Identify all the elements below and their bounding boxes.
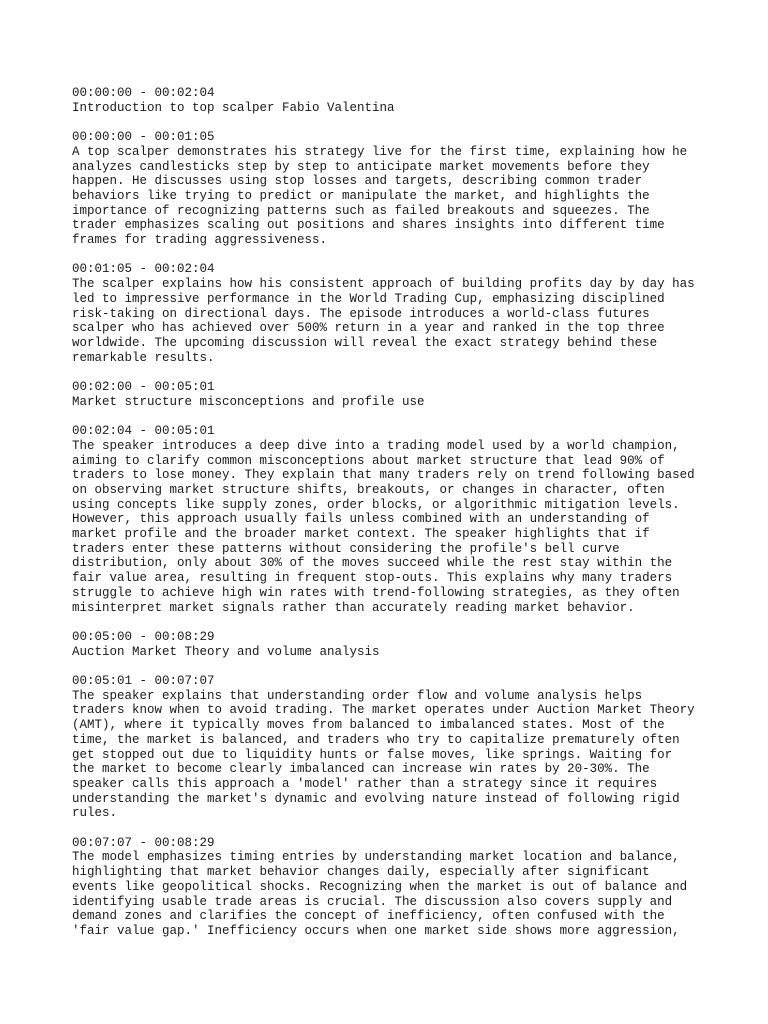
transcript-text-line: identifying usable trade areas is crucial. The discussion also covers supply and	[72, 894, 673, 909]
transcript-text-line: behaviors like trying to predict or manipulate the market, and highlights the	[72, 188, 650, 203]
transcript-text-line: understanding the market's dynamic and evolving nature instead of following rigid	[72, 791, 680, 806]
timestamp-range: 00:05:01 - 00:07:07	[72, 674, 215, 689]
timestamp-range: 00:00:00 - 00:02:04	[72, 86, 215, 100]
transcript-text-line: distribution, only about 30% of the moves succeed while the rest stay within the	[72, 556, 673, 571]
transcript-text-line: happen. He discusses using stop losses and targets, describing common trader	[72, 174, 643, 189]
transcript-text-line: The speaker introduces a deep dive into a trading model used by a world champion,	[72, 438, 680, 453]
transcript-text-line: traders enter these patterns without considering the profile's bell curve	[72, 541, 620, 556]
transcript-text-line: risk-taking on directional days. The episode introduces a world-class futures	[72, 306, 650, 321]
transcript-text-line: 'fair value gap.' Inefficiency occurs when one market side shows more aggression,	[72, 923, 680, 938]
transcript-text-line: led to impressive performance in the World Trading Cup, emphasizing disciplined	[72, 291, 665, 306]
transcript-text-line: The model emphasizes timing entries by understanding market location and balance,	[72, 850, 680, 865]
transcript-text-line: aiming to clarify common misconceptions about market structure that lead 90% of	[72, 453, 665, 468]
transcript-block	[72, 380, 712, 409]
transcript-text-line: get stopped out due to liquidity hunts or false moves, like springs. Waiting for	[72, 747, 673, 762]
transcript-text-line: the market to become clearly imbalanced can increase win rates by 20-30%. The	[72, 762, 650, 777]
transcript-text-line: fair value area, resulting in frequent stop-outs. This explains why many traders	[72, 571, 673, 586]
transcript-block	[72, 262, 712, 365]
transcript-text-line: (AMT), where it typically moves from balanced to imbalanced states. Most of the	[72, 718, 665, 733]
timestamp-range: 00:02:00 - 00:05:01	[72, 380, 215, 395]
transcript-text-line: struggle to achieve high win rates with trend-following strategies, as they often	[72, 585, 680, 600]
transcript-text-line: importance of recognizing patterns such as failed breakouts and squeezes. The	[72, 203, 650, 218]
timestamp-range: 00:07:07 - 00:08:29	[72, 835, 215, 850]
transcript-text-line: market profile and the broader market context. The speaker highlights that if	[72, 527, 650, 542]
transcript-text-line: speaker calls this approach a 'model' rather than a strategy since it requires	[72, 776, 658, 791]
transcript-text-line: worldwide. The upcoming discussion will reveal the exact strategy behind these	[72, 335, 658, 350]
transcript-text-line: Auction Market Theory and volume analysis	[72, 644, 380, 659]
transcript-text-line: time, the market is balanced, and traders who try to capitalize prematurely often	[72, 732, 680, 747]
transcript-block	[72, 130, 712, 248]
transcript-text-line: Introduction to top scalper Fabio Valentina	[72, 100, 395, 115]
timestamp-range: 00:01:05 - 00:02:04	[72, 262, 215, 277]
transcript-text-line: using concepts like supply zones, order blocks, or algorithmic mitigation levels.	[72, 497, 680, 512]
transcript-block	[72, 424, 712, 615]
transcript-text-line: remarkable results.	[72, 350, 215, 365]
transcript-text-line: traders to lose money. They explain that many traders rely on trend following based	[72, 468, 695, 483]
transcript-text-line: scalper who has achieved over 500% return in a year and ranked in the top three	[72, 321, 665, 336]
transcript-text-line: events like geopolitical shocks. Recognizing when the market is out of balance and	[72, 879, 688, 894]
transcript-text-line: misinterpret market signals rather than accurately reading market behavior.	[72, 600, 635, 615]
transcript-text-line: The scalper explains how his consistent approach of building profits day by day has	[72, 277, 695, 292]
transcript-text-line: analyzes candlesticks step by step to anticipate market movements before they	[72, 159, 650, 174]
transcript-text-line: A top scalper demonstrates his strategy live for the first time, explaining how he	[72, 144, 688, 159]
transcript-block	[72, 836, 712, 939]
timestamp-range: 00:05:00 - 00:08:29	[72, 629, 215, 644]
transcript-text-line: trader emphasizes scaling out positions and shares insights into different time	[72, 218, 665, 233]
transcript-text-line: frames for trading aggressiveness.	[72, 233, 328, 248]
timestamp-range: 00:00:00 - 00:01:05	[72, 130, 215, 145]
transcript-text-line: Market structure misconceptions and profile use	[72, 394, 425, 409]
transcript-block	[72, 630, 712, 659]
transcript-document	[72, 86, 712, 953]
timestamp-range: 00:02:04 - 00:05:01	[72, 424, 215, 439]
transcript-text-line: demand zones and clarifies the concept of inefficiency, often confused with the	[72, 909, 665, 924]
transcript-text-line: However, this approach usually fails unless combined with an understanding of	[72, 512, 650, 527]
transcript-text-line: on observing market structure shifts, breakouts, or changes in character, often	[72, 482, 665, 497]
transcript-text-line: rules.	[72, 806, 118, 821]
transcript-block	[72, 674, 712, 821]
transcript-text-line: traders know when to avoid trading. The market operates under Auction Market Theory	[72, 703, 695, 718]
transcript-text-line: highlighting that market behavior changes daily, especially after significant	[72, 865, 650, 880]
transcript-text-line: The speaker explains that understanding order flow and volume analysis helps	[72, 688, 643, 703]
transcript-block	[72, 86, 712, 115]
